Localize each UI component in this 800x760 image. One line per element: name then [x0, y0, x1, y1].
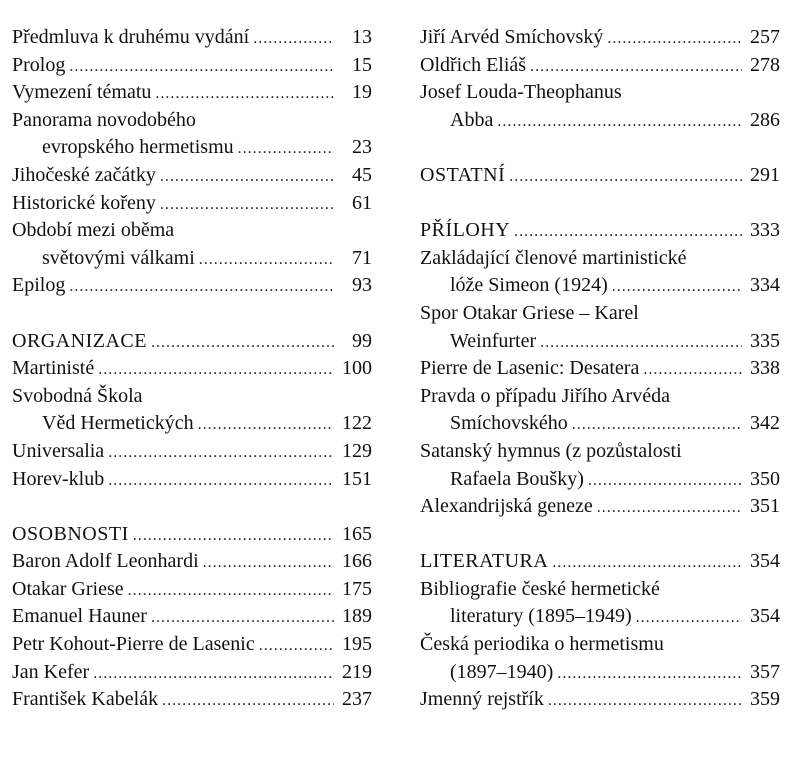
toc-entry-title: Jan Kefer	[12, 660, 90, 683]
dot-leader	[572, 411, 742, 439]
dot-leader	[540, 329, 742, 357]
dot-leader	[133, 522, 334, 550]
toc-entry[interactable]	[12, 603, 372, 631]
toc-section-heading[interactable]	[420, 548, 780, 576]
toc-page-number: 45	[352, 163, 372, 186]
dot-leader	[497, 108, 742, 136]
toc-entry-title: Předmluva k druhému vydání	[12, 26, 250, 48]
toc-entry-title: Otakar Griese	[12, 577, 124, 600]
toc-page-number: 189	[342, 605, 372, 628]
dot-leader	[151, 604, 334, 632]
toc-page-number: 23	[352, 136, 372, 159]
dot-leader	[160, 163, 334, 191]
toc-entry[interactable]	[12, 466, 372, 494]
toc-entry[interactable]	[420, 24, 780, 52]
toc-entry-title: Martinisté	[12, 357, 95, 380]
toc-entry[interactable]	[420, 52, 780, 80]
toc-entry[interactable]	[420, 493, 780, 521]
toc-entry-title: Alexandrijská geneze	[420, 495, 593, 518]
toc-entry-title: PŘÍLOHY	[420, 219, 511, 242]
toc-entry-title-line1: Panorama novodobého	[12, 108, 196, 131]
toc-page-number: 354	[750, 550, 780, 573]
toc-entry[interactable]	[12, 659, 372, 687]
toc-entry[interactable]	[12, 438, 372, 466]
toc-page-number: 350	[750, 467, 780, 490]
toc-page-number: 129	[342, 439, 372, 462]
toc-entry[interactable]	[12, 190, 372, 218]
toc-entry[interactable]	[420, 576, 780, 631]
toc-page-number: 175	[342, 577, 372, 600]
toc-page-number: 165	[342, 522, 372, 545]
dot-leader	[597, 494, 742, 522]
toc-entry-title: Petr Kohout-Pierre de Lasenic	[12, 633, 255, 656]
toc-entry-title: Prolog	[12, 53, 66, 76]
toc-section-heading[interactable]	[12, 328, 372, 356]
dot-leader	[69, 53, 334, 81]
dot-leader	[612, 273, 742, 301]
section-spacer	[420, 521, 780, 549]
toc-entry-title: LITERATURA	[420, 550, 549, 573]
toc-entry[interactable]	[12, 272, 372, 300]
toc-left-column	[12, 24, 372, 714]
toc-page-number: 291	[750, 163, 780, 186]
dot-leader	[238, 135, 334, 163]
dot-leader	[69, 273, 334, 301]
toc-entry-title-line1: Satanský hymnus (z pozůstalosti	[420, 439, 682, 462]
dot-leader	[108, 467, 334, 495]
toc-section-heading[interactable]	[12, 521, 372, 549]
section-spacer	[12, 493, 372, 521]
dot-leader	[93, 660, 334, 688]
toc-entry[interactable]	[12, 686, 372, 714]
toc-entry[interactable]	[420, 300, 780, 355]
toc-entry[interactable]	[420, 383, 780, 438]
dot-leader	[259, 632, 334, 660]
toc-page-number: 61	[352, 191, 372, 214]
toc-entry[interactable]	[12, 548, 372, 576]
toc-section-heading[interactable]	[420, 217, 780, 245]
toc-page-number: 71	[352, 246, 372, 269]
toc-entry-title-line2: světovými válkami	[42, 246, 195, 269]
dot-leader	[643, 356, 742, 384]
toc-page-number: 286	[750, 108, 780, 131]
toc-entry-title-line2: (1897–1940)	[450, 660, 554, 683]
toc-page-number: 335	[750, 329, 780, 352]
toc-entry-title: Oldřich Eliáš	[420, 53, 527, 76]
dot-leader	[509, 163, 742, 191]
dot-leader	[548, 687, 742, 715]
toc-entry-title: Pierre de Lasenic: Desatera	[420, 357, 640, 380]
toc-entry-title-line1: Josef Louda-Theophanus	[420, 81, 622, 104]
toc-entry-title: František Kabelák	[12, 688, 159, 711]
toc-page-number: 151	[342, 467, 372, 490]
toc-entry[interactable]	[420, 355, 780, 383]
toc-page-number: 13	[352, 26, 372, 48]
toc-page-number: 334	[750, 274, 780, 297]
toc-entry-title: Universalia	[12, 439, 105, 462]
toc-entry-title: Emanuel Hauner	[12, 605, 147, 628]
toc-entry[interactable]	[420, 686, 780, 714]
toc-page-number: 359	[750, 688, 780, 711]
dot-leader	[557, 660, 742, 688]
toc-entry[interactable]	[12, 24, 372, 52]
toc-page-number: 342	[750, 412, 780, 435]
toc-entry-title-line2: lóže Simeon (1924)	[450, 274, 608, 297]
dot-leader	[108, 439, 334, 467]
toc-entry-title-line1: Pravda o případu Jiřího Arvéda	[420, 384, 670, 407]
toc-entry[interactable]	[12, 162, 372, 190]
toc-entry[interactable]	[420, 79, 780, 134]
toc-page-number: 15	[352, 53, 372, 76]
dot-leader	[607, 25, 742, 53]
dot-leader	[162, 687, 334, 715]
toc-page-number: 99	[352, 329, 372, 352]
toc-entry-title: ORGANIZACE	[12, 329, 147, 352]
toc-entry-title-line1: Spor Otakar Griese – Karel	[420, 301, 639, 324]
toc-entry-title-line1: Zakládající členové martinistické	[420, 246, 687, 269]
dot-leader	[552, 549, 742, 577]
dot-leader	[198, 411, 334, 439]
toc-page-number: 333	[750, 219, 780, 242]
section-spacer	[12, 300, 372, 328]
toc-entry[interactable]	[420, 438, 780, 493]
toc-entry[interactable]	[12, 355, 372, 383]
toc-entry[interactable]	[420, 631, 780, 686]
toc-page-number: 219	[342, 660, 372, 683]
toc-right-column	[420, 24, 780, 714]
toc-page-number: 237	[342, 688, 372, 711]
toc-entry-title: Jihočeské začátky	[12, 163, 156, 186]
toc-entry-title-line2: Abba	[450, 108, 494, 131]
toc-entry[interactable]	[12, 107, 372, 162]
toc-entry[interactable]	[12, 52, 372, 80]
toc-page-number: 93	[352, 274, 372, 297]
dot-leader	[155, 80, 334, 108]
toc-entry-title: Baron Adolf Leonhardi	[12, 550, 199, 573]
toc-entry-title-line2: literatury (1895–1949)	[450, 605, 632, 628]
toc-entry[interactable]	[12, 79, 372, 107]
toc-page-number: 354	[750, 605, 780, 628]
dot-leader	[253, 25, 334, 53]
toc-page-number: 351	[750, 495, 780, 518]
toc-page-number: 278	[750, 53, 780, 76]
dot-leader	[514, 218, 742, 246]
toc-entry[interactable]	[420, 245, 780, 300]
toc-entry-title-line2: evropského hermetismu	[42, 136, 234, 159]
dot-leader	[98, 356, 334, 384]
toc-page-number: 166	[342, 550, 372, 573]
toc-page-number: 19	[352, 81, 372, 104]
toc-entry-title-line1: Období mezi oběma	[12, 219, 175, 242]
toc-entry[interactable]	[12, 631, 372, 659]
toc-entry-title: OSOBNOSTI	[12, 522, 129, 545]
dot-leader	[160, 191, 334, 219]
toc-entry-title: Jiří Arvéd Smíchovský	[420, 26, 604, 48]
toc-entry-title-line2: Smíchovského	[450, 412, 568, 435]
dot-leader	[530, 53, 742, 81]
toc-page-number: 100	[342, 357, 372, 380]
toc-page-number: 195	[342, 633, 372, 656]
dot-leader	[203, 549, 334, 577]
toc-page-number: 122	[342, 412, 372, 435]
toc-entry-title-line1: Bibliografie české hermetické	[420, 577, 660, 600]
toc-section-heading[interactable]	[420, 162, 780, 190]
dot-leader	[199, 246, 334, 274]
toc-entry-title-line1: Svobodná Škola	[12, 384, 143, 407]
toc-entry-title-line2: Weinfurter	[450, 329, 537, 352]
section-spacer	[420, 190, 780, 218]
toc-entry-title: Epilog	[12, 274, 66, 297]
toc-entry-title: Horev-klub	[12, 467, 105, 490]
section-spacer	[420, 134, 780, 162]
dot-leader	[128, 577, 334, 605]
toc-entry-title-line1: Česká periodika o hermetismu	[420, 633, 664, 656]
toc-entry-title: Jmenný rejstřík	[420, 688, 544, 711]
toc-entry-title: Historické kořeny	[12, 191, 156, 214]
toc-page-number: 338	[750, 357, 780, 380]
dot-leader	[588, 467, 742, 495]
toc-entry[interactable]	[12, 576, 372, 604]
toc-entry-title-line2: Věd Hermetických	[42, 412, 194, 435]
dot-leader	[151, 329, 334, 357]
toc-entry-title-line2: Rafaela Boušky)	[450, 467, 584, 490]
toc-entry-title: Vymezení tématu	[12, 81, 152, 104]
toc-entry[interactable]	[12, 217, 372, 272]
toc-entry[interactable]	[12, 383, 372, 438]
toc-entry-title: OSTATNÍ	[420, 163, 506, 186]
toc-page-number: 257	[750, 26, 780, 48]
dot-leader	[636, 604, 742, 632]
toc-page-number: 357	[750, 660, 780, 683]
